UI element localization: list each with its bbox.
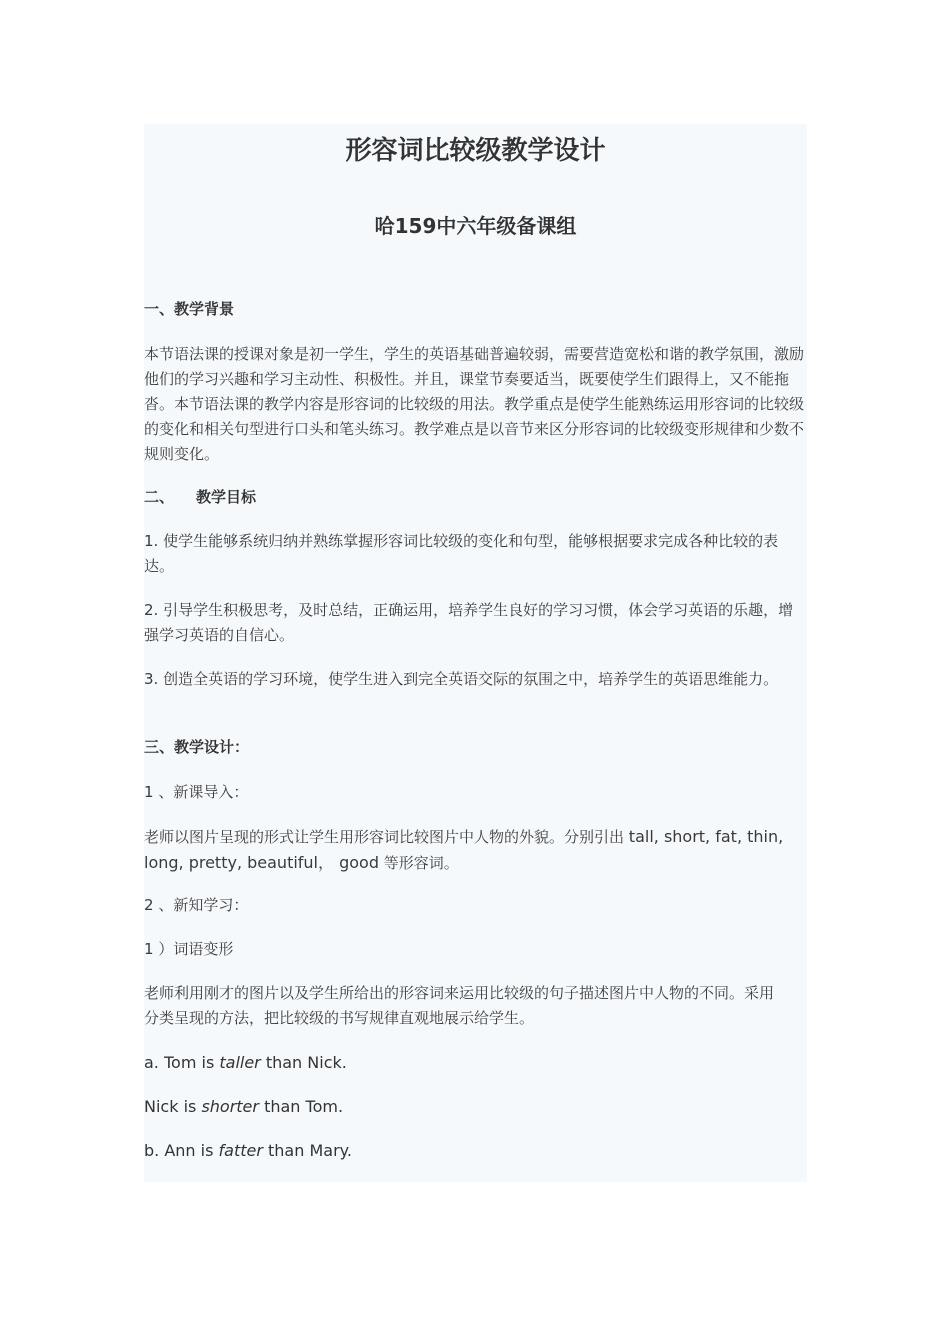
goal-number: 2.: [144, 601, 159, 619]
section-heading-goals: [144, 486, 807, 508]
example-suffix: than Mary.: [262, 1141, 352, 1160]
background-paragraph-wrap: [144, 342, 807, 467]
example-suffix: than Nick.: [260, 1053, 347, 1072]
goal-item: [144, 667, 807, 692]
goal-item: [144, 529, 807, 579]
goal-item: [144, 598, 807, 648]
background-paragraph: 本节语法课的授课对象是初一学生，学生的英语基础普遍较弱，需要营造宽松和谐的教学氛围，激励他们的学习兴趣和学习主动性、积极性。并且，课堂节奏要适当，既要使学生们跟得上，又不能拖沓。本节语法课的教学内容是形容词的比较级的用法。教学重点是使学生能熟练运用形容词的比较级的变化和相关句型进行口头和笔头练习。教学难点是以音节来区分形容词的比较级变形规律和少数不规则变化。: [144, 345, 805, 463]
example-suffix: than Tom.: [258, 1097, 344, 1116]
document-title: 形容词比较级教学设计: [345, 136, 606, 166]
example-sentence: [144, 1138, 807, 1163]
section-heading-background: 一、教学背景: [144, 300, 235, 318]
step-label: 、新知学习：: [158, 896, 249, 914]
section-goals: [144, 486, 807, 508]
document-subtitle: 哈159中六年级备课组: [374, 214, 577, 238]
section-heading-design: 三、教学设计：: [144, 738, 250, 756]
word-change-paragraph-wrap: [144, 981, 807, 1031]
example-prefix: b. Ann is: [144, 1141, 219, 1160]
word-change-paragraph: 老师利用刚才的图片以及学生所给出的形容词来运用比较级的句子描述图片中人物的不同。采用分类呈现的方法，把比较级的书写规律直观地展示给学生。: [144, 984, 775, 1027]
goal-text: 引导学生积极思考，及时总结，正确运用，培养学生良好的学习习惯，体会学习英语的乐趣，增强学习英语的自信心。: [144, 601, 794, 644]
section-design: [144, 736, 807, 758]
example-prefix: Nick is: [144, 1097, 202, 1116]
goal-number: 1.: [144, 532, 159, 550]
goals-heading-text: 教学目标: [196, 488, 257, 506]
intro-word-list: tall, short, fat, thin, long, pretty, beautiful， good: [144, 827, 784, 872]
step-new-learning: [144, 893, 807, 918]
intro-text-cn: 老师以图片呈现的形式让学生用形容词比较图片中人物的外貌。分别引出: [144, 828, 625, 846]
example-comparative: fatter: [218, 1141, 263, 1160]
intro-text-tail: 等形容词。: [383, 854, 459, 872]
example-sentence: [144, 1094, 807, 1119]
sub-step-label: ）词语变形: [158, 940, 234, 958]
section-background: [144, 298, 807, 320]
goal-text: 创造全英语的学习环境，使学生进入到完全英语交际的氛围之中，培养学生的英语思维能力。: [163, 670, 779, 688]
step-number: 1: [144, 783, 154, 801]
example-sentence: [144, 1050, 807, 1075]
sub-step-word-change: [144, 937, 807, 962]
goals-heading-number: 二、: [144, 488, 175, 506]
example-comparative: taller: [219, 1053, 261, 1072]
sub-step-number: 1: [144, 940, 154, 958]
goal-number: 3.: [144, 670, 159, 688]
example-comparative: shorter: [201, 1097, 259, 1116]
step-intro: [144, 780, 807, 805]
goal-text: 使学生能够系统归纳并熟练掌握形容词比较级的变化和句型，能够根据要求完成各种比较的表达。: [144, 532, 779, 575]
document-body: [144, 124, 807, 1182]
step-number: 2: [144, 896, 154, 914]
step-intro-paragraph: [144, 824, 807, 876]
step-label: 、新课导入：: [158, 783, 249, 801]
example-prefix: a. Tom is: [144, 1053, 220, 1072]
